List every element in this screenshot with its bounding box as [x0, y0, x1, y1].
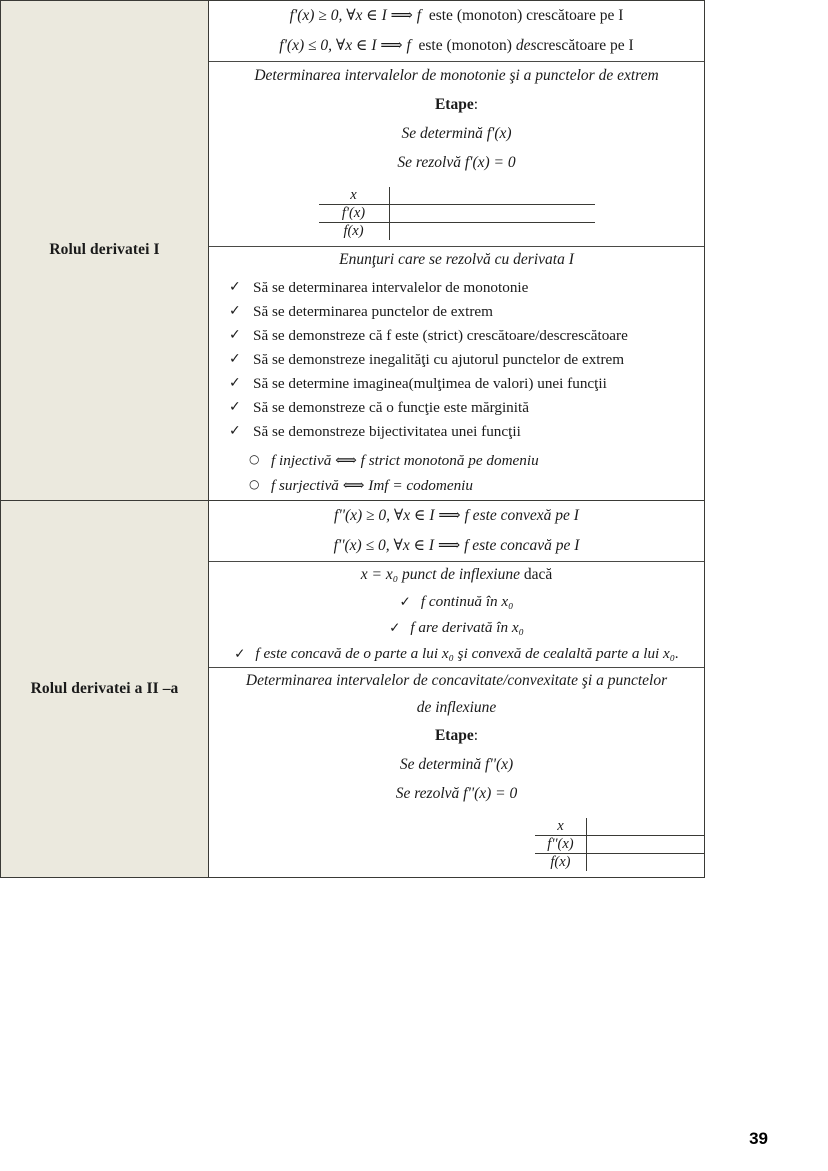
list-item: [227, 396, 698, 420]
list-item-label: Să se demonstreze bijectivitatea unei funcţii: [253, 422, 521, 440]
etape-colon-1: :: [473, 96, 479, 113]
list-item: [249, 473, 704, 498]
sign-table-row-fsecond: [535, 836, 704, 854]
check-icon: ✓: [399, 593, 411, 610]
check-icon: ✓: [229, 422, 241, 439]
statements-title: Enunţuri care se rezolvă cu derivata I: [339, 251, 574, 268]
check-icon: ✓: [229, 302, 241, 319]
step-solve-derivative-zero-text: Se rezolvă f'(x) = 0: [397, 154, 516, 171]
statements-block: [209, 247, 704, 500]
list-item: [227, 276, 698, 300]
list-item: [227, 348, 698, 372]
inflection-condition-concavity-change: [209, 641, 704, 667]
sign-table-values-f: [389, 223, 595, 241]
sign-table-row-fprime: [319, 205, 595, 223]
sign-table-cell-f: f(x): [319, 223, 390, 241]
inflection-condition-derivable-label: f are derivată în x₀: [410, 618, 524, 636]
rule-decreasing: [209, 31, 704, 61]
check-icon: ✓: [229, 398, 241, 415]
list-item: [227, 324, 698, 348]
inflection-title-math: x = x₀ punct de inflexiune: [360, 565, 520, 583]
list-item-label: Să se determinarea punctelor de extrem: [253, 302, 493, 320]
rule-increasing-tail: crescătoare pe I: [526, 7, 624, 24]
inflection-condition-concavity-change-label: f este concavă de o parte a lui x₀ şi convexă de cealaltă parte a lui x₀.: [255, 645, 679, 663]
check-icon: ✓: [229, 350, 241, 367]
step-solve-second-derivative-zero-text: Se rezolvă f''(x) = 0: [395, 785, 518, 803]
list-item: [227, 420, 698, 444]
list-item-label: f injectivă ⟺ f strict monotonă pe domeniu: [271, 451, 539, 469]
method-title-convexity-line2: de inflexiune: [416, 699, 497, 717]
list-item-label: Să se demonstreze că f este (strict) crescătoare/descrescătoare: [253, 326, 628, 344]
rule-increasing: [209, 1, 704, 31]
list-item: [249, 448, 704, 473]
table-row-second-derivative: [1, 500, 705, 878]
circle-bullet-icon: ○: [249, 451, 260, 466]
page-number: 39: [749, 1129, 768, 1148]
bijectivity-sublist: [209, 448, 704, 500]
check-icon: ✓: [229, 279, 241, 295]
step-compute-derivative: [209, 120, 704, 149]
sign-table-values-fsecond: [586, 836, 704, 854]
rule-decreasing-math: f'(x) ≤ 0, ∀x ∈ I ⟹ f: [279, 37, 411, 54]
list-item-label: Să se demonstreze inegalităţi cu ajutorul punctelor de extrem: [253, 350, 625, 368]
sign-table-values-fprime: [389, 205, 595, 223]
rule-increasing-text: este (monoton): [428, 7, 527, 24]
step-compute-second-derivative-text: Se determină f''(x): [399, 756, 514, 774]
convexity-rules-block: [209, 501, 704, 562]
monotonicity-method-block: [209, 62, 704, 247]
list-item: [227, 372, 698, 396]
check-icon: ✓: [229, 374, 241, 391]
etape-label-2: Etape: [434, 727, 474, 745]
list-item-label: f surjectivă ⟺ Imf = codomeniu: [271, 476, 473, 494]
sign-table-cell-fprime: f'(x): [319, 205, 390, 223]
inflection-condition-continuous-label: f continuă în x₀: [420, 592, 514, 610]
method-title-convexity-line1: Determinarea intervalelor de concavitate/convexitate şi a punctelor: [245, 672, 668, 690]
step-solve-second-derivative-zero: [209, 780, 704, 809]
rule-convex-math: f''(x) ≥ 0, ∀x ∈ I ⟹ f este convexă pe I: [334, 506, 579, 524]
sign-table-values-x: [389, 187, 595, 205]
rule-increasing-math: f'(x) ≥ 0, ∀x ∈ I ⟹ f: [289, 7, 422, 24]
step-compute-derivative-text: Se determină f'(x): [401, 125, 512, 142]
etape-heading-2: [209, 722, 704, 751]
sign-table-row-f: [535, 854, 704, 872]
sign-table-values-x: [586, 818, 704, 836]
row-label-first-derivative: Rolul derivatei I: [1, 1, 209, 501]
table-row-first-derivative: [1, 1, 705, 501]
sign-table-cell-x: x: [535, 818, 586, 836]
rule-decreasing-emph: des: [515, 37, 537, 54]
list-item-label: Să se determinarea intervalelor de monotonie: [253, 279, 529, 296]
etape-label-1: Etape: [434, 96, 474, 113]
circle-bullet-icon: ○: [249, 476, 260, 491]
list-item-label: Să se demonstreze că o funcţie este mărginită: [253, 398, 529, 416]
sign-table-row-f: [319, 223, 595, 241]
row-content-second-derivative: [209, 500, 705, 878]
monotonicity-rules-block: [209, 1, 704, 62]
check-icon: ✓: [389, 619, 401, 636]
step-compute-second-derivative: [209, 751, 704, 780]
sign-table-second: [535, 818, 704, 871]
method-title-monotonicity: Determinarea intervalelor de monotonie şi a punctelor de extrem: [254, 67, 659, 84]
sign-table-cell-f: f(x): [535, 854, 586, 872]
sign-table-wrapper-first: [209, 178, 704, 246]
sign-table-row-x: [319, 187, 595, 205]
row-label-second-derivative: Rolul derivatei a II –a: [1, 500, 209, 878]
rule-convex: [209, 501, 704, 531]
sign-table-cell-x: x: [319, 187, 390, 205]
check-icon: ✓: [234, 646, 246, 663]
etape-heading-1: [209, 91, 704, 120]
sign-table-row-x: [535, 818, 704, 836]
inflection-definition-block: [209, 562, 704, 669]
sign-table-cell-fsecond: f''(x): [535, 836, 586, 854]
inflection-title: [209, 562, 704, 589]
etape-colon-2: :: [473, 727, 479, 745]
rule-concave: [209, 531, 704, 561]
sign-table-first: [319, 187, 595, 240]
inflection-title-tail: dacă: [523, 565, 553, 583]
sign-table-values-f: [586, 854, 704, 872]
row-content-first-derivative: [209, 1, 705, 501]
rule-decreasing-tail: crescătoare pe I: [536, 37, 634, 54]
rule-decreasing-text: este (monoton): [418, 37, 516, 54]
list-item: [227, 300, 698, 324]
check-icon: ✓: [229, 326, 241, 343]
sign-table-wrapper-second: [209, 809, 704, 877]
inflection-condition-derivable: [209, 615, 704, 641]
convexity-method-block: [209, 668, 704, 877]
list-item-label: Să se determine imaginea(mulţimea de valori) unei funcţii: [253, 374, 607, 392]
step-solve-derivative-zero: [209, 149, 704, 178]
inflection-condition-continuous: [209, 589, 704, 615]
statements-list: [209, 274, 704, 448]
rule-concave-math: f''(x) ≤ 0, ∀x ∈ I ⟹ f este concavă pe I: [333, 536, 580, 554]
